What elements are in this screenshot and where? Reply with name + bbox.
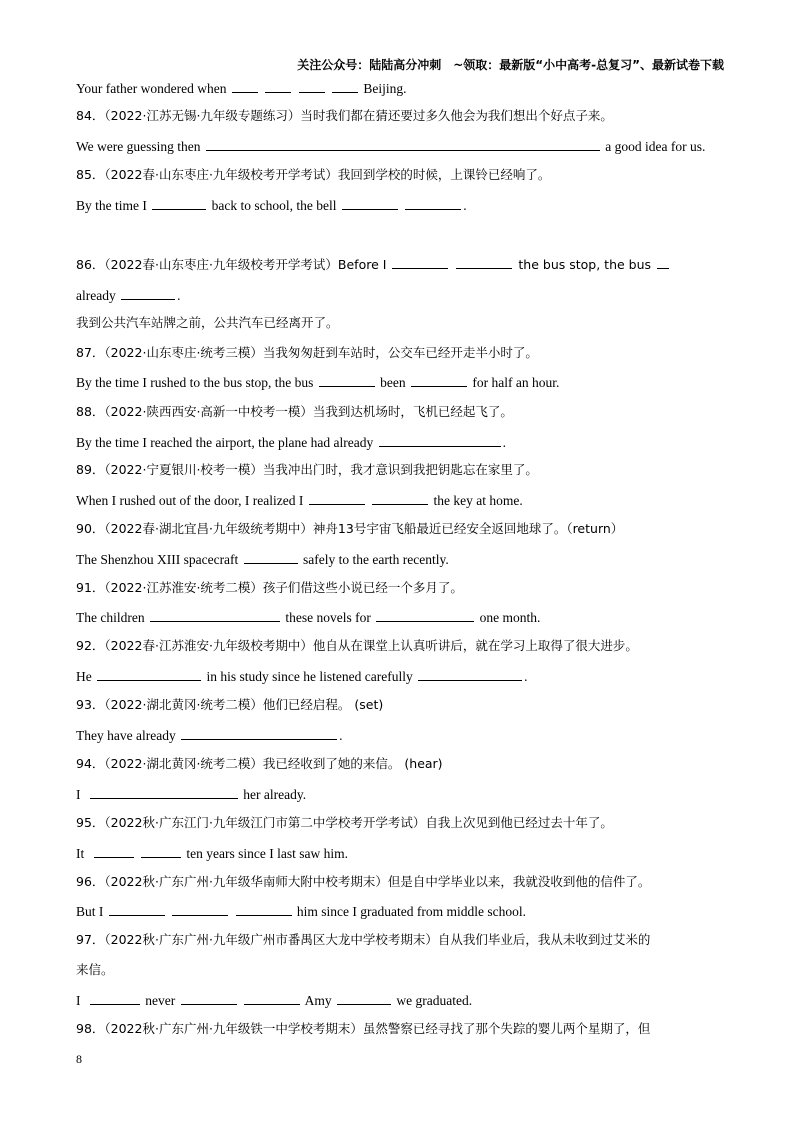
answer-blank[interactable] bbox=[299, 80, 325, 93]
answer-blank[interactable] bbox=[342, 197, 398, 210]
answer-blank[interactable] bbox=[97, 668, 201, 681]
line-text: in his study since he listened carefully bbox=[206, 669, 413, 684]
answer-blank[interactable] bbox=[657, 256, 669, 269]
question-prompt: 90．（2022春·湖北宜昌·九年级统考期中）神舟13号宇宙飞船最近已经安全返回地球了。（return） bbox=[76, 521, 624, 536]
line-text: I bbox=[76, 993, 81, 1008]
page-number: 8 bbox=[76, 1052, 82, 1066]
answer-blank[interactable] bbox=[337, 992, 391, 1005]
line-text: But I bbox=[76, 904, 104, 919]
line-text: When I rushed out of the door, I realized I bbox=[76, 493, 304, 508]
exercise-line bbox=[76, 786, 306, 803]
answer-blank[interactable] bbox=[109, 903, 165, 916]
line-text: the key at home. bbox=[433, 493, 523, 508]
answer-blank[interactable] bbox=[392, 256, 448, 269]
question-prompt bbox=[76, 256, 671, 273]
question-prompt: 95．（2022秋·广东江门·九年级江门市第二中学校考开学考试）自我上次见到他已经过去十年了。 bbox=[76, 815, 613, 830]
question-prompt: 来信。 bbox=[76, 962, 114, 977]
line-text: the bus stop, the bus bbox=[518, 257, 652, 272]
answer-blank[interactable] bbox=[206, 138, 600, 151]
answer-blank[interactable] bbox=[244, 992, 300, 1005]
answer-blank[interactable] bbox=[372, 492, 428, 505]
line-text: 86．（2022春·山东枣庄·九年级校考开学考试）Before I bbox=[76, 257, 387, 272]
line-text: her already. bbox=[243, 787, 307, 802]
question-prompt: 96．（2022秋·广东广州·九年级华南师大附中校考期末）但是自中学毕业以来，我就没收到他的信件了。 bbox=[76, 874, 651, 889]
line-text: a good idea for us. bbox=[605, 139, 706, 154]
answer-blank[interactable] bbox=[94, 845, 134, 858]
line-text: By the time I bbox=[76, 198, 147, 213]
exercise-line bbox=[76, 609, 540, 626]
line-text: Your father wondered when bbox=[76, 81, 227, 96]
answer-blank[interactable] bbox=[141, 845, 181, 858]
line-text: . bbox=[177, 288, 181, 303]
line-text: never bbox=[145, 993, 176, 1008]
answer-blank[interactable] bbox=[411, 374, 467, 387]
answer-blank[interactable] bbox=[405, 197, 461, 210]
line-text: him since I graduated from middle school. bbox=[296, 904, 526, 919]
answer-blank[interactable] bbox=[376, 609, 474, 622]
line-text: Amy bbox=[304, 993, 332, 1008]
exercise-line bbox=[76, 287, 180, 304]
exercise-line bbox=[76, 668, 527, 685]
exercise-line bbox=[76, 727, 342, 744]
question-prompt: 84．（2022·江苏无锡·九年级专题练习）当时我们都在猜还要过多久他会为我们想出个好点子来。 bbox=[76, 108, 613, 123]
line-text: The Shenzhou XIII spacecraft bbox=[76, 552, 239, 567]
line-text: ten years since I last saw him. bbox=[186, 846, 348, 861]
question-prompt: 98．（2022秋·广东广州·九年级铁一中学校考期末）虽然警察已经寻找了那个失踪的婴儿两个星期了，但 bbox=[76, 1021, 651, 1036]
line-text: . bbox=[524, 669, 528, 684]
answer-blank[interactable] bbox=[332, 80, 358, 93]
answer-blank[interactable] bbox=[265, 80, 291, 93]
question-prompt: 92．（2022春·江苏淮安·九年级校考期中）他自从在课堂上认真听讲后，就在学习上取得了很大进步。 bbox=[76, 638, 638, 653]
answer-blank[interactable] bbox=[418, 668, 522, 681]
question-prompt: 88．（2022·陕西西安·高新一中校考一模）当我到达机场时，飞机已经起飞了。 bbox=[76, 404, 513, 419]
question-prompt: 我到公共汽车站牌之前，公共汽车已经离开了。 bbox=[76, 315, 339, 330]
answer-blank[interactable] bbox=[150, 609, 280, 622]
exercise-line bbox=[76, 903, 526, 920]
answer-blank[interactable] bbox=[181, 727, 337, 740]
line-text: They have already bbox=[76, 728, 176, 743]
exercise-line bbox=[76, 138, 705, 155]
exercise-line bbox=[76, 434, 506, 451]
answer-blank[interactable] bbox=[90, 992, 140, 1005]
answer-blank[interactable] bbox=[456, 256, 512, 269]
exercise-line bbox=[76, 992, 472, 1009]
answer-blank[interactable] bbox=[379, 434, 501, 447]
exercise-line bbox=[76, 845, 348, 862]
line-text: . bbox=[339, 728, 343, 743]
line-text: back to school, the bell bbox=[211, 198, 337, 213]
line-text: Beijing. bbox=[363, 81, 407, 96]
line-text: We were guessing then bbox=[76, 139, 201, 154]
question-prompt: 89．（2022·宁夏银川·校考一模）当我冲出门时，我才意识到我把钥匙忘在家里了。 bbox=[76, 462, 538, 477]
line-text: The children bbox=[76, 610, 145, 625]
answer-blank[interactable] bbox=[152, 197, 206, 210]
question-prompt: 91．（2022·江苏淮安·统考二模）孩子们借这些小说已经一个多月了。 bbox=[76, 580, 463, 595]
exercise-line bbox=[76, 492, 523, 509]
line-text: By the time I reached the airport, the plane had already bbox=[76, 435, 374, 450]
exercise-line bbox=[76, 374, 559, 391]
exercise-line bbox=[76, 551, 449, 568]
answer-blank[interactable] bbox=[319, 374, 375, 387]
line-text: been bbox=[380, 375, 406, 390]
answer-blank[interactable] bbox=[236, 903, 292, 916]
line-text: I bbox=[76, 787, 81, 802]
exercise-line bbox=[76, 80, 406, 97]
question-prompt: 87．（2022·山东枣庄·统考三模）当我匆匆赶到车站时，公交车已经开走半小时了。 bbox=[76, 345, 538, 360]
question-prompt: 97．（2022秋·广东广州·九年级广州市番禺区大龙中学校考期末）自从我们毕业后，我从未收到过艾米的 bbox=[76, 932, 651, 947]
line-text: . bbox=[502, 435, 506, 450]
answer-blank[interactable] bbox=[172, 903, 228, 916]
line-text: these novels for bbox=[285, 610, 371, 625]
answer-blank[interactable] bbox=[309, 492, 365, 505]
line-text: . bbox=[463, 198, 467, 213]
line-text: we graduated. bbox=[396, 993, 473, 1008]
page-header: 关注公众号：陆陆高分冲刺 ~领取：最新版“小中高考-总复习”、最新试卷下载 bbox=[297, 58, 724, 72]
answer-blank[interactable] bbox=[181, 992, 237, 1005]
line-text: already bbox=[76, 288, 116, 303]
line-text: He bbox=[76, 669, 92, 684]
question-prompt: 94．（2022·湖北黄冈·统考二模）我已经收到了她的来信。 (hear) bbox=[76, 756, 443, 771]
question-prompt: 93．（2022·湖北黄冈·统考二模）他们已经启程。 (set) bbox=[76, 697, 384, 712]
line-text: safely to the earth recently. bbox=[303, 552, 449, 567]
line-text: for half an hour. bbox=[472, 375, 560, 390]
answer-blank[interactable] bbox=[244, 551, 298, 564]
line-text: By the time I rushed to the bus stop, the bus bbox=[76, 375, 314, 390]
exercise-line bbox=[76, 197, 467, 214]
line-text: It bbox=[76, 846, 85, 861]
answer-blank[interactable] bbox=[121, 287, 175, 300]
answer-blank[interactable] bbox=[90, 786, 238, 799]
question-prompt: 85．（2022春·山东枣庄·九年级校考开学考试）我回到学校的时候，上课铃已经响了。 bbox=[76, 167, 551, 182]
answer-blank[interactable] bbox=[232, 80, 258, 93]
line-text: one month. bbox=[479, 610, 541, 625]
